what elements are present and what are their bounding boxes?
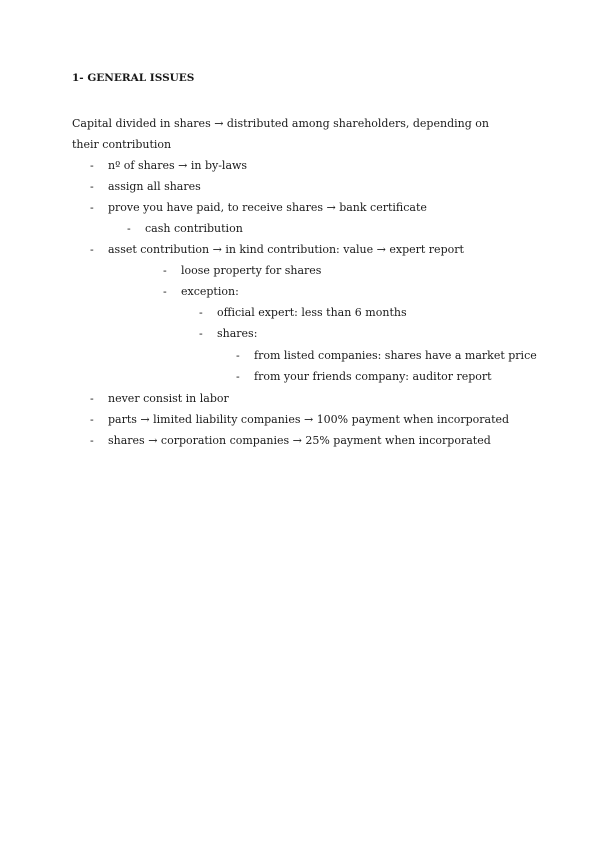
bullet-dash: - bbox=[199, 306, 203, 319]
bullet-dash: - bbox=[163, 285, 167, 298]
list-item-text: from listed companies: shares have a market price bbox=[254, 349, 537, 362]
bullet-dash: - bbox=[90, 243, 94, 256]
bullet-dash: - bbox=[90, 201, 94, 214]
list-item-text: cash contribution bbox=[145, 222, 243, 235]
list-item-text: official expert: less than 6 months bbox=[217, 306, 407, 319]
list-item-text: never consist in labor bbox=[108, 392, 229, 405]
bullet-dash: - bbox=[236, 349, 240, 362]
list-item-text: nº of shares → in by-laws bbox=[108, 159, 248, 172]
list-item-text: shares → corporation companies → 25% payment when incorporated bbox=[108, 434, 491, 447]
list-item-text: from your friends company: auditor report bbox=[254, 370, 492, 383]
list-item-text: shares: bbox=[217, 327, 258, 340]
bullet-dash: - bbox=[90, 159, 94, 172]
bullet-dash: - bbox=[90, 413, 94, 426]
list-item-text: exception: bbox=[181, 285, 239, 298]
bullet-dash: - bbox=[127, 222, 131, 235]
bullet-dash: - bbox=[90, 434, 94, 447]
list-item-text: assign all shares bbox=[108, 180, 201, 193]
bullet-dash: - bbox=[199, 327, 203, 340]
list-item-text: parts → limited liability companies → 100% payment when incorporated bbox=[108, 413, 510, 426]
list-item-text: prove you have paid, to receive shares → bank certificate bbox=[108, 201, 427, 214]
bullet-dash: - bbox=[90, 392, 94, 405]
bullet-dash: - bbox=[163, 264, 167, 277]
list-item-text: asset contribution → in kind contribution: value → expert report bbox=[108, 243, 464, 256]
bullet-dash: - bbox=[90, 180, 94, 193]
bullet-dash: - bbox=[236, 370, 240, 383]
intro-paragraph: Capital divided in shares → distributed among shareholders, depending on their contribution bbox=[72, 117, 489, 151]
list-item-text: loose property for shares bbox=[181, 264, 322, 277]
section-heading: 1- GENERAL ISSUES bbox=[72, 72, 195, 84]
